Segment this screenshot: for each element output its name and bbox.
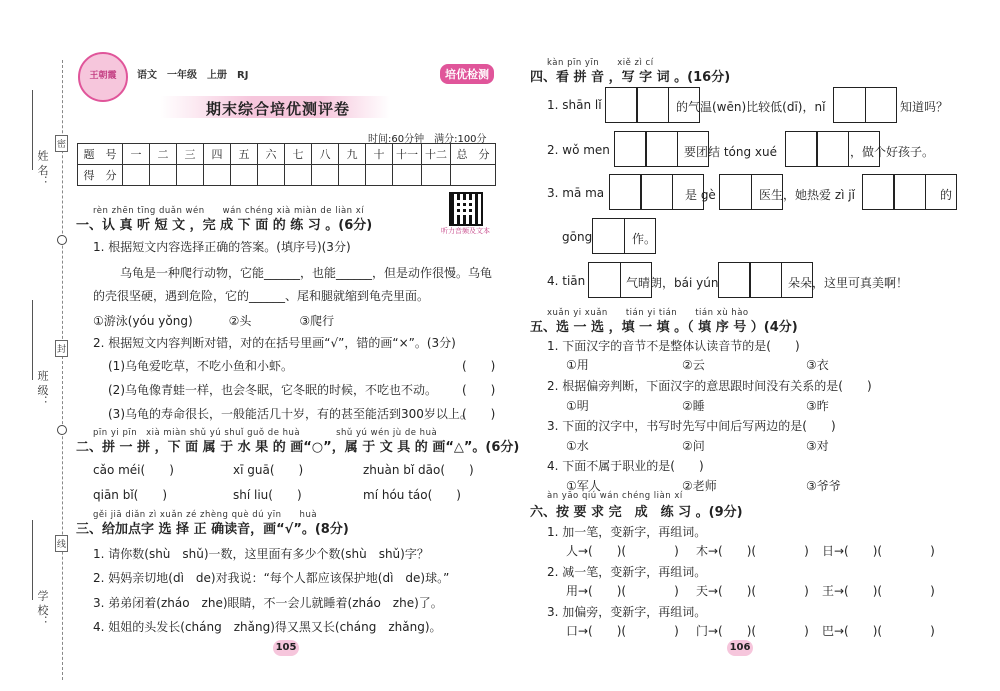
class-underline [32,300,33,380]
s5-option: ③衣 [806,358,829,372]
score-cell: 题 号 [78,144,123,165]
s4-q4-a: 4. tiān [547,274,586,288]
s3-item[interactable]: 3. 弟弟闭着(zháo zhe)眼睛，不一会儿就睡着(zháo zhe)了。 [93,596,443,610]
s3-item[interactable]: 1. 请你数(shù shǔ)一数，这里面有多少个数(shù shǔ)字？ [93,547,429,561]
s1-q2: 2. 根据短文内容判断对错，对的在括号里画“√”，错的画“×”。(3分) [93,336,456,350]
brand-logo [78,52,128,102]
s4-pinyin: kàn pīn yīn xiě zì cí [547,58,654,68]
score-input-cell[interactable] [177,165,204,186]
s6-pinyin: àn yāo qiú wán chéng liàn xí [547,491,683,501]
seal-tag-2: 封 [55,340,68,357]
binding-hole-1 [57,235,67,245]
s4-q4-c: 朵朵，这里可真美啊！ [788,276,909,290]
score-cell: 三 [177,144,204,165]
s1-heading: 一、认 真 听 短 文 ，完 成 下 面 的 练 习 。(6分) [76,218,373,233]
s4-q1-b: 的气温(wēn)比较低(dī)，nǐ [676,100,826,114]
s1-passage-2: 的壳很坚硬，遇到危险，它的______、尾和腿就缩到龟壳里面。 [93,289,430,303]
binding-dashed-line [62,60,63,680]
s6-row-item[interactable]: 巴→( )( ) [822,624,935,638]
qr-code-inner [456,199,472,215]
score-input-cell[interactable] [258,165,285,186]
s2-item[interactable]: shí liu( ) [233,488,302,502]
exam-title: 期末综合培优测评卷 [206,100,351,118]
s6-row-item[interactable]: 人→( )( ) [566,544,679,558]
score-cell: 得 分 [78,165,123,186]
s1-pinyin: rèn zhēn tīng duǎn wén wán chéng xià miàn de liàn xí [93,206,365,216]
s5-option: ①用 [566,358,589,372]
s1-judge-2: (2)乌龟像青蛙一样，也会冬眠，它冬眠的时候，不吃也不动。 [108,383,438,397]
score-input-cell[interactable] [393,165,422,186]
s6-row-item[interactable]: 门→( )( ) [696,624,809,638]
score-cell: 四 [204,144,231,165]
name-underline [32,90,33,170]
score-input-cell[interactable] [150,165,177,186]
score-cell: 七 [285,144,312,165]
s5-q1[interactable]: 1. 下面汉字的音节不是整体认读音节的是( ) [547,339,800,353]
qr-caption: 听力音频及文本 [441,227,490,235]
s4-q3-d: 的 [940,188,953,202]
score-input-cell[interactable] [312,165,339,186]
s4-q3-f: 作。 [632,232,657,246]
s5-option: ①军人 [566,479,601,493]
s3-item[interactable]: 4. 姐姐的头发长(cháng zhǎng)得又黑又长(cháng zhǎng)。 [93,620,442,634]
score-cell: 九 [339,144,366,165]
s6-q2: 2. 减一笔，变新字，再组词。 [547,565,707,579]
score-table-score-row [78,165,496,186]
s4-q3-a: 3. mā ma [547,186,605,200]
s5-option: ②云 [682,358,705,372]
score-cell: 总 分 [451,144,496,165]
score-input-cell[interactable] [123,165,150,186]
score-input-cell[interactable] [204,165,231,186]
s4-heading: 四、看 拼 音 ，写 字 词 。(16分) [530,70,731,85]
name-label: 姓 名： [36,150,49,187]
s4-q3-b: 是 gè [685,188,716,202]
time-info: 时间:60分钟 满分:100分 [368,134,487,145]
s4-q2-b: 要团结 tóng xué [684,145,777,159]
s6-row-item[interactable]: 木→( )( ) [696,544,809,558]
s2-heading: 二、拼 一 拼 ，下 面 属 于 水 果 的 画“○”，属 于 文 具 的 画“△”。(6分) [76,440,520,455]
s2-item[interactable]: zhuàn bǐ dāo( ) [363,463,474,477]
score-input-cell[interactable] [339,165,366,186]
s1-passage-1: 乌龟是一种爬行动物，它能______，也能______，但是动作很慢。乌龟 [120,266,493,280]
page-number-right: 106 [727,640,753,656]
s6-row-item[interactable]: 日→( )( ) [822,544,935,558]
score-cell: 十二 [422,144,451,165]
s5-q3[interactable]: 3. 下面的汉字中，书写时先写中间后写两边的是( ) [547,419,836,433]
s4-q3-c: 医生，她热爱 zì jǐ [759,188,855,202]
score-table-header-row [78,144,496,165]
score-input-cell[interactable] [422,165,451,186]
s6-row-item[interactable]: 口→( )( ) [566,624,679,638]
s5-option: ③爷爷 [806,479,841,493]
score-input-cell[interactable] [366,165,393,186]
s4-q1-a: 1. shān lǐ [547,98,602,112]
s3-pinyin: gěi jiā diǎn zì xuǎn zé zhèng què dú yīn huà [93,510,318,520]
s5-q2[interactable]: 2. 根据偏旁判断，下面汉字的意思跟时间没有关系的是( ) [547,379,872,393]
school-underline [32,520,33,600]
s5-option: ②老师 [682,479,717,493]
score-input-cell[interactable] [231,165,258,186]
s5-option: ①明 [566,399,589,413]
s2-pinyin: pīn yi pīn xià miàn shǔ yú shuǐ guǒ de huà shǔ yú wén jù de huà [93,428,438,438]
seal-tag-3: 线 [55,535,68,552]
s2-item[interactable]: xī guā( ) [233,463,304,477]
s5-option: ①水 [566,439,589,453]
s5-option: ②问 [682,439,705,453]
s6-row-item[interactable]: 天→( )( ) [696,584,809,598]
answer-bracket[interactable]: ( ) [462,359,496,373]
s4-q1-c: 知道吗？ [900,100,949,114]
s1-options: ①游泳(yóu yǒng) ②头 ③爬行 [93,314,335,328]
page-number-left: 105 [273,640,299,656]
s1-judge-3: (3)乌龟的寿命很长，一般能活几十岁，有的甚至能活到300岁以上。 [108,407,472,421]
write-box-2[interactable] [833,87,897,123]
score-cell: 十一 [393,144,422,165]
score-input-cell[interactable] [451,165,496,186]
s6-q1: 1. 加一笔，变新字，再组词。 [547,525,707,539]
s4-q2-a: 2. wǒ men [547,143,610,157]
score-cell: 十 [366,144,393,165]
score-input-cell[interactable] [285,165,312,186]
binding-hole-2 [57,425,67,435]
s5-option: ③昨 [806,399,829,413]
class-label: 班 级： [36,370,49,407]
seal-tag-1: 密 [55,135,68,152]
badge: 培优检测 [440,64,494,84]
s2-item[interactable]: qiān bǐ( ) [93,488,168,502]
s6-row-item[interactable]: 用→( )( ) [566,584,679,598]
s3-heading: 三、给加点字 选 择 正 确读音，画“√”。(8分) [76,522,349,537]
school-label: 学 校： [36,590,49,627]
s2-item[interactable]: cǎo méi( ) [93,463,174,477]
s6-heading: 六、按 要 求 完 成 练 习 。(9分) [530,505,743,520]
s1-judge-1: (1)乌龟爱吃草，不吃小鱼和小虾。 [108,359,293,373]
score-table [77,143,496,186]
s6-q3: 3. 加偏旁，变新字，再组词。 [547,605,707,619]
s6-row-item[interactable]: 王→( )( ) [822,584,935,598]
s5-pinyin: xuǎn yi xuǎn tián yi tián tián xù hào [547,308,749,318]
answer-bracket[interactable]: ( ) [462,383,496,397]
s5-option: ②睡 [682,399,705,413]
score-cell: 二 [150,144,177,165]
s2-item[interactable]: mí hóu táo( ) [363,488,461,502]
s5-heading: 五、选 一 选 ，填 一 填 。（ 填 序 号 ）(4分) [530,320,798,335]
brand-name: 王朝霞 [89,71,117,81]
score-cell: 五 [231,144,258,165]
s5-q4[interactable]: 4. 下面不属于职业的是( ) [547,459,704,473]
s4-q4-b: 气晴朗，bái yún [626,276,719,290]
s5-option: ③对 [806,439,829,453]
score-cell: 一 [123,144,150,165]
score-cell: 八 [312,144,339,165]
s1-q1: 1. 根据短文内容选择正确的答案。(填序号)(3分) [93,240,351,254]
s4-q3-e: gōng [562,230,593,244]
answer-bracket[interactable]: ( ) [462,407,496,421]
score-cell: 六 [258,144,285,165]
s3-item[interactable]: 2. 妈妈亲切地(dì de)对我说：“每个人都应该保护地(dì de)球。” [93,571,450,585]
subject-line: 语文 一年级 上册 RJ [137,70,249,81]
s4-q2-c: ，做个好孩子。 [850,145,935,159]
